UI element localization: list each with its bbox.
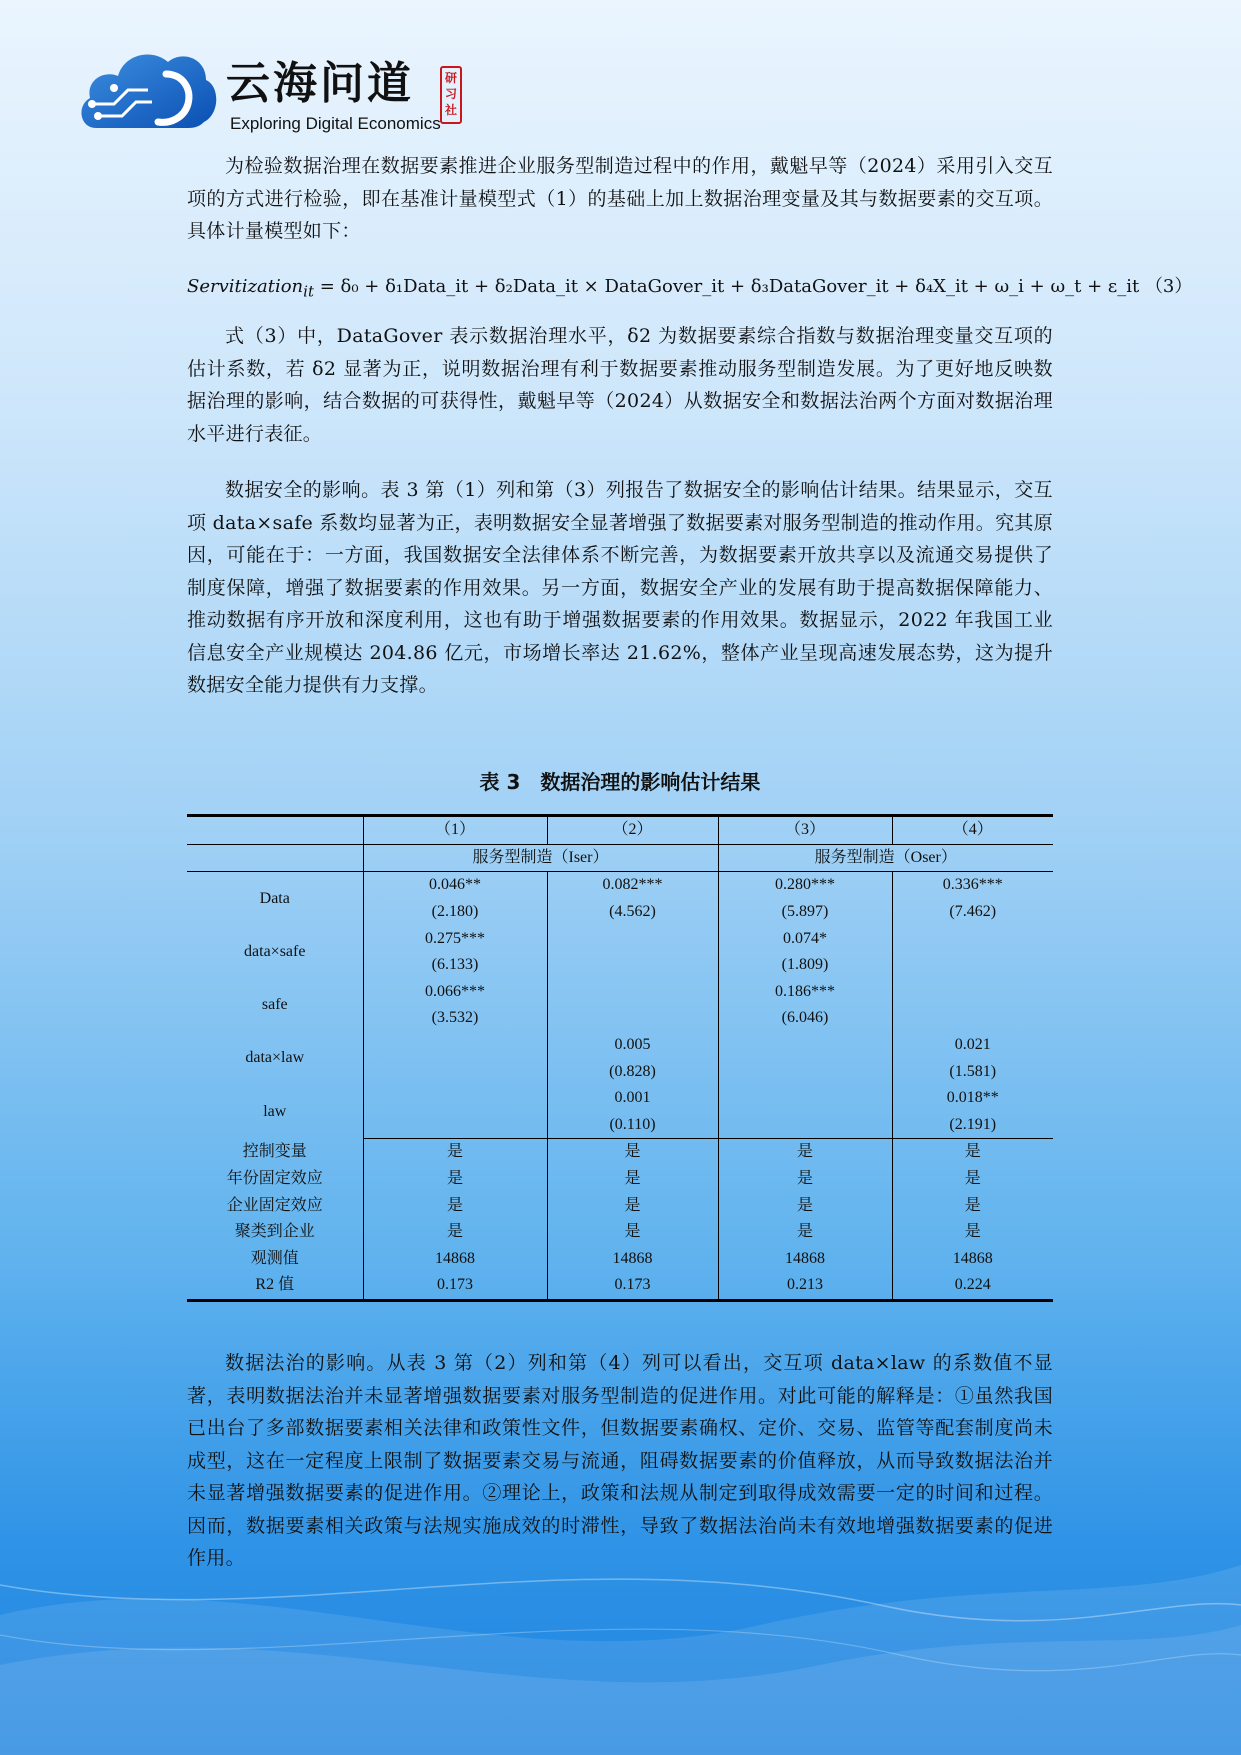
paragraph-intro-block [187,150,1053,248]
tstat-cell [718,1058,892,1085]
formula-lhs-sub: it [303,282,314,301]
table-row-control [187,1219,1053,1246]
tstat-cell: (0.828) [547,1058,718,1085]
row-label: data×safe [244,942,306,960]
value-cell: 是 [892,1192,1053,1219]
value-cell: 是 [363,1219,547,1246]
coef-cell [892,979,1053,1006]
tstat-cell [547,1005,718,1032]
group-header: 服务型制造（Oser） [718,844,1053,872]
value-cell: 是 [892,1219,1053,1246]
value-cell: 14868 [892,1246,1053,1273]
table-row-control [187,1246,1053,1273]
value-cell: 0.173 [363,1272,547,1300]
tstat-cell: (4.562) [547,899,718,926]
tstat-cell: (2.191) [892,1112,1053,1139]
coef-cell [547,925,718,952]
value-cell: 0.224 [892,1272,1053,1300]
tstat-cell: (6.046) [718,1005,892,1032]
table-title: 表 3 数据治理的影响估计结果 [479,770,761,794]
coef-cell: 0.001 [547,1085,718,1112]
tstat-cell: (1.809) [718,952,892,979]
coef-cell: 0.275*** [363,925,547,952]
table-header-row [187,816,1053,845]
cloud-circuit-icon [78,44,218,132]
header-blank [187,816,363,845]
value-cell: 是 [363,1166,547,1193]
tstat-cell: (5.897) [718,899,892,926]
coef-cell [718,1032,892,1059]
header-blank [187,844,363,872]
row-label: safe [261,996,288,1014]
table-row [187,872,1053,899]
value-cell: 0.173 [547,1272,718,1300]
row-label: R2 值 [255,1276,295,1294]
value-cell: 是 [718,1219,892,1246]
coef-cell: 0.021 [892,1032,1053,1059]
row-label: 观测值 [250,1249,299,1267]
paragraph-law-block [187,1347,1053,1575]
value-cell: 14868 [718,1246,892,1273]
table-row-control [187,1139,1053,1166]
coef-cell: 0.074* [718,925,892,952]
value-cell: 是 [718,1192,892,1219]
row-label: 聚类到企业 [234,1223,315,1241]
paragraph-data-safety: 数据安全的影响。表 3 第（1）列和第（3）列报告了数据安全的影响估计结果。结果显示，交互项 data×safe 系数均显著为正，表明数据安全显著增强了数据要素对服务型制造的推动作用。究其原因，可能在于：一方面，我国数据安全法律体系不断完善，为数据要素开放共享以及流通交易提供了制度保障，增强了数据要素的作用效果。另一方面，数据安全产业的发展有助于提高数据保障能力、推动数据有序开放和深度利用，这也有助于增强数据要素的作用效果。数据显示，2022 年我国工业信息安全产业规模达 204.86 亿元，市场增长率达 21.62%，整体产业呈现高速发展态势，这为提升数据安全能力提供有力支撑。 [187,479,1053,696]
value-cell: 是 [718,1139,892,1166]
tstat-cell [547,952,718,979]
value-cell: 是 [547,1219,718,1246]
row-label: data×law [245,1049,305,1067]
tstat-cell [718,1112,892,1139]
paragraph-model: 式（3）中，DataGover 表示数据治理水平，δ2 为数据要素综合指数与数据治理变量交互项的估计系数，若 δ2 显著为正，说明数据治理有利于数据要素推动服务型制造发展。为了更好地反映数据治理的影响，结合数据的可获得性，戴魁早等（2024）从数据安全和数据法治两个方面对数据治理水平进行表征。 [187,325,1053,445]
coef-cell: 0.018** [892,1085,1053,1112]
value-cell: 是 [892,1139,1053,1166]
coef-cell: 0.336*** [892,872,1053,899]
tstat-cell: (3.532) [363,1005,547,1032]
row-label: 企业固定效应 [226,1196,323,1214]
tstat-cell: (0.110) [547,1112,718,1139]
value-cell: 14868 [547,1246,718,1273]
coef-cell [363,1085,547,1112]
col-number: （2） [547,816,718,845]
table-group-row [187,844,1053,872]
row-label: Data [259,889,290,907]
paragraph-model-block [187,320,1053,450]
coef-cell: 0.186*** [718,979,892,1006]
tstat-cell [892,952,1053,979]
tstat-cell [892,1005,1053,1032]
value-cell: 是 [547,1139,718,1166]
coef-cell: 0.082*** [547,872,718,899]
formula-number: （3） [1144,276,1193,297]
value-cell: 是 [363,1192,547,1219]
value-cell: 是 [363,1139,547,1166]
value-cell: 是 [547,1192,718,1219]
paragraph-intro: 为检验数据治理在数据要素推进企业服务型制造过程中的作用，戴魁早等（2024）采用引入交互项的方式进行检验，即在基准计量模型式（1）的基础上加上数据治理变量及其与数据要素的交互项。具体计量模型如下： [187,155,1053,242]
results-table [187,814,1053,1302]
paragraph-safety-block [187,474,1053,702]
coef-cell: 0.280*** [718,872,892,899]
tstat-cell [363,1058,547,1085]
col-number: （4） [892,816,1053,845]
table-row-control [187,1192,1053,1219]
tstat-cell: (7.462) [892,899,1053,926]
brand-title: 云海问道 [226,58,414,109]
coef-cell [547,979,718,1006]
formula-lhs: Servitization [187,276,304,297]
coef-cell [892,925,1053,952]
table-row-control [187,1272,1053,1300]
paragraph-data-law: 数据法治的影响。从表 3 第（2）列和第（4）列可以看出，交互项 data×law 的系数值不显著，表明数据法治并未显著增强数据要素对服务型制造的促进作用。对此可能的解释是：①虽然我国已出台了多部数据要素相关法律和政策性文件，但数据要素确权、定价、交易、监管等配套制度尚未成型，这在一定程度上限制了数据要素交易与流通，阻碍数据要素的价值释放，从而导致数据法治并未显著增强数据要素的促进作用。②理论上，政策和法规从制定到取得成效需要一定的时间和过程。因而，数据要素相关政策与法规实施成效的时滞性，导致了数据法治尚未有效地增强数据要素的促进作用。 [187,1352,1053,1569]
col-number: （1） [363,816,547,845]
value-cell: 0.213 [718,1272,892,1300]
tstat-cell [363,1112,547,1139]
row-label: law [263,1102,287,1120]
coef-cell: 0.066*** [363,979,547,1006]
table-row [187,925,1053,952]
coef-cell: 0.046** [363,872,547,899]
coef-cell [363,1032,547,1059]
regression-formula [187,272,1193,307]
brand-seal: 研习社 [440,66,462,124]
value-cell: 是 [892,1166,1053,1193]
table-row [187,979,1053,1006]
coef-cell [718,1085,892,1112]
row-label: 控制变量 [242,1143,307,1161]
coef-cell: 0.005 [547,1032,718,1059]
tstat-cell: (1.581) [892,1058,1053,1085]
brand-logo [78,38,478,138]
col-number: （3） [718,816,892,845]
group-header: 服务型制造（Iser） [363,844,718,872]
tstat-cell: (6.133) [363,952,547,979]
table-row [187,1085,1053,1112]
value-cell: 14868 [363,1246,547,1273]
table-row [187,1032,1053,1059]
value-cell: 是 [718,1166,892,1193]
formula-rhs: = δ₀ + δ₁Data_it + δ₂Data_it × DataGover_it + δ₃DataGover_it + δ₄X_it + ω_i + ω_t + ε_it [319,276,1140,297]
value-cell: 是 [547,1166,718,1193]
row-label: 年份固定效应 [226,1170,323,1188]
tstat-cell: (2.180) [363,899,547,926]
table-row-control [187,1166,1053,1193]
brand-subtitle: Exploring Digital Economics [230,114,441,133]
